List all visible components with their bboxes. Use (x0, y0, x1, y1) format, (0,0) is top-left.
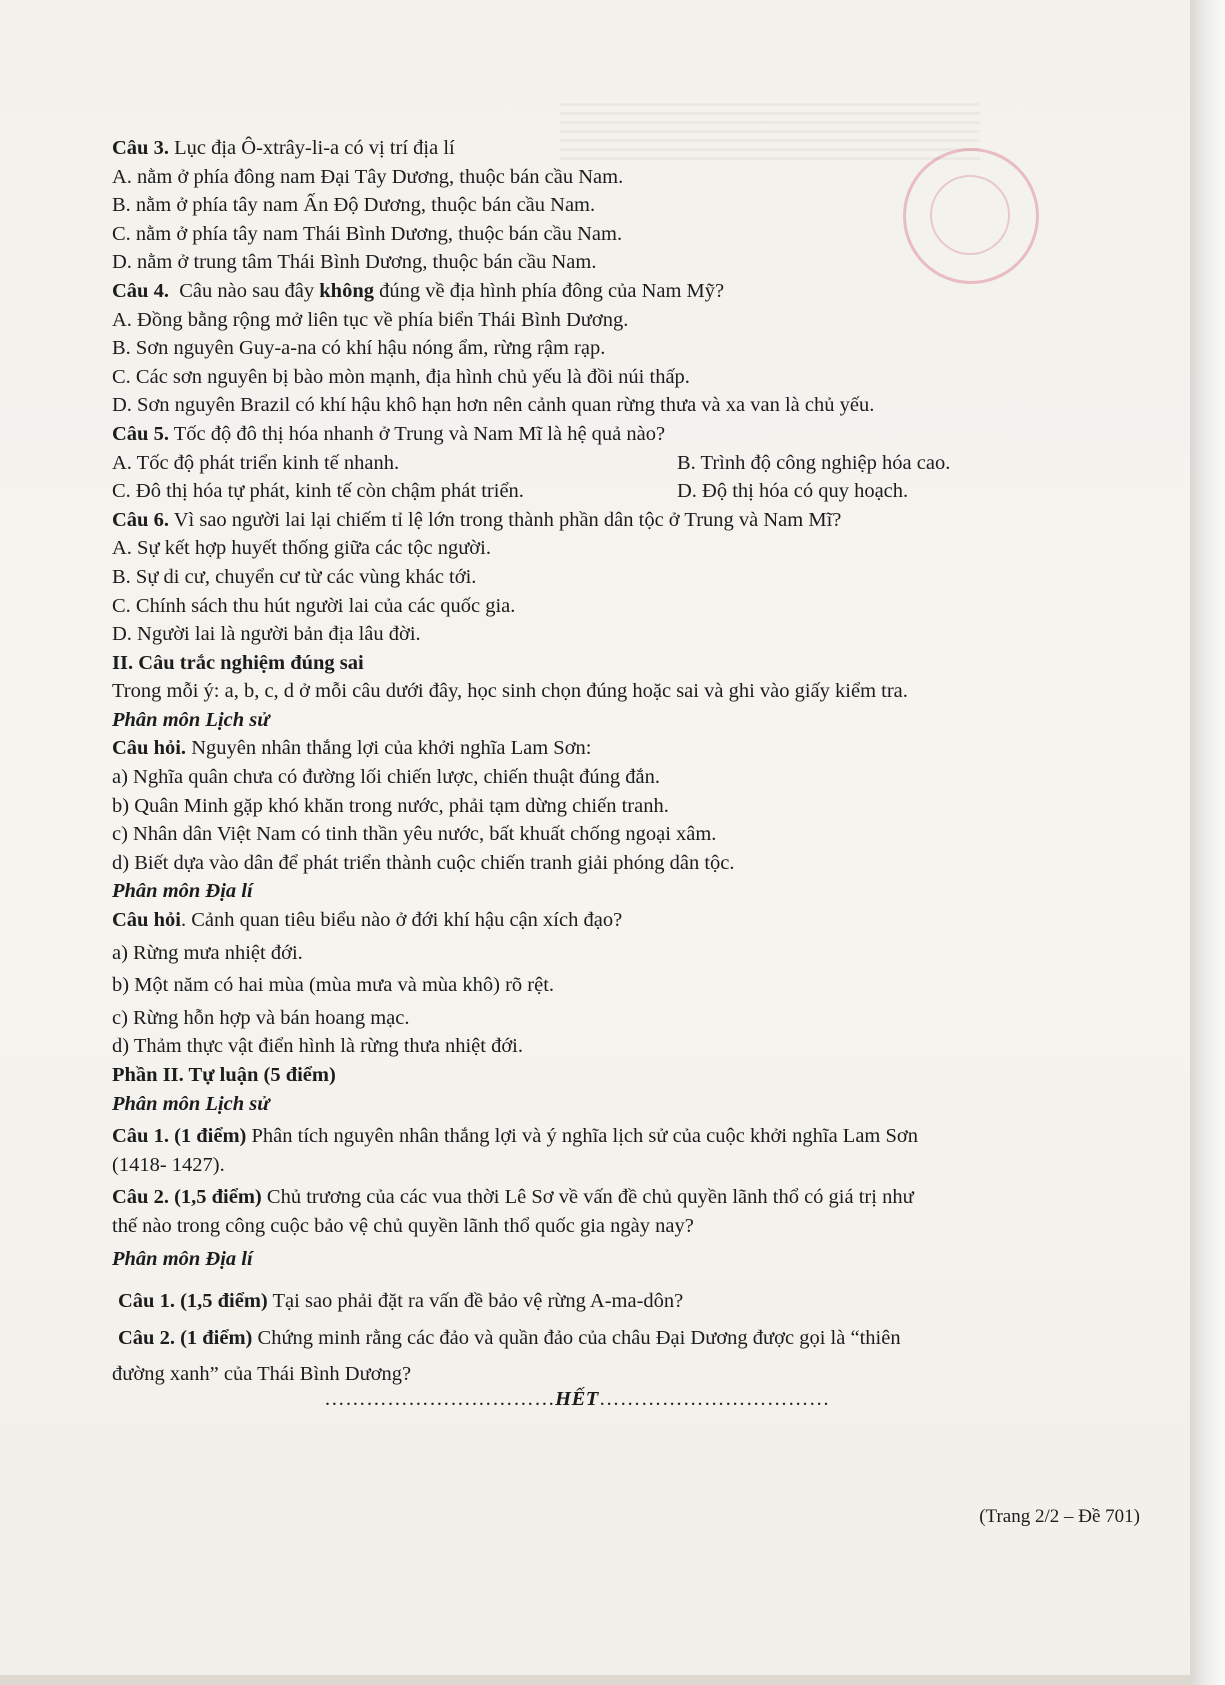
q3-option-a: A. nằm ở phía đông nam Đại Tây Dương, thuộc bán cầu Nam. (112, 165, 624, 188)
q4-option-c: C. Các sơn nguyên bị bào mòn mạnh, địa hình chủ yếu là đồi núi thấp. (112, 365, 690, 388)
essay-history-q2-cont: thế nào trong công cuộc bảo vệ chủ quyền lãnh thổ quốc gia ngày nay? (112, 1214, 694, 1237)
q4-option-d: D. Sơn nguyên Brazil có khí hậu khô hạn hơn nên cảnh quan rừng thưa và xa van là chủ yếu. (112, 394, 875, 417)
q5-option-d: D. Độ thị hóa có quy hoạch. (677, 480, 909, 503)
ts-geo-subject: Phân môn Địa lí (112, 880, 253, 903)
ts-history-subject: Phân môn Lịch sử (112, 708, 270, 731)
essay-history-subject: Phân môn Lịch sử (112, 1092, 270, 1115)
scan-bottom-edge (0, 1675, 1190, 1685)
essay-geo-q1: Câu 1. (1,5 điểm) Tại sao phải đặt ra vấn đề bảo vệ rừng A-ma-dôn? (118, 1290, 684, 1313)
ts-geo-b: b) Một năm có hai mùa (mùa mưa và mùa khô) rõ rệt. (112, 974, 555, 997)
page-footer: (Trang 2/2 – Đề 701) (979, 1506, 1140, 1527)
scanner-edge (1190, 0, 1225, 1685)
section-2-title: II. Câu trắc nghiệm đúng sai (112, 651, 364, 674)
q5-options-row-1 (112, 449, 1142, 478)
q3-stem: Câu 3. Lục địa Ô-xtrây-li-a có vị trí địa lí (112, 137, 455, 159)
ts-geo-a: a) Rừng mưa nhiệt đới. (112, 941, 303, 964)
q5-options-row-2 (112, 477, 1142, 506)
exam-content (112, 134, 1142, 1414)
q5-option-b: B. Trình độ công nghiệp hóa cao. (677, 451, 951, 474)
q3-option-d: D. nằm ở trung tâm Thái Bình Dương, thuộc bán cầu Nam. (112, 251, 597, 274)
ts-history-stem: Câu hỏi. Nguyên nhân thắng lợi của khởi nghĩa Lam Sơn: (112, 737, 592, 760)
ts-history-a: a) Nghĩa quân chưa có đường lối chiến lược, chiến thuật đúng đắn. (112, 766, 660, 789)
section-2-instruction: Trong mỗi ý: a, b, c, d ở mỗi câu dưới đây, học sinh chọn đúng hoặc sai và ghi vào giấy kiểm tra. (112, 680, 908, 703)
ts-history-b: b) Quân Minh gặp khó khăn trong nước, phải tạm dừng chiến tranh. (112, 794, 669, 817)
q5-option-a: A. Tốc độ phát triển kinh tế nhanh. (112, 451, 400, 474)
essay-history-q1-cont: (1418- 1427). (112, 1153, 225, 1176)
q6-option-b: B. Sự di cư, chuyển cư từ các vùng khác tới. (112, 565, 477, 588)
essay-geo-q2: Câu 2. (1 điểm) Chứng minh rằng các đảo và quần đảo của châu Đại Dương được gọi là “thiên (118, 1326, 901, 1349)
q5-stem: Câu 5. Tốc độ đô thị hóa nhanh ở Trung và Nam Mĩ là hệ quả nào? (112, 422, 666, 445)
q6-option-d: D. Người lai là người bản địa lâu đời. (112, 623, 421, 646)
end-marker: ……………………………HẾT…………………………… (324, 1387, 830, 1410)
q4-option-a: A. Đồng bằng rộng mở liên tục về phía biển Thái Bình Dương. (112, 308, 629, 331)
q4-option-b: B. Sơn nguyên Guy-a-na có khí hậu nóng ẩm, rừng rậm rạp. (112, 337, 606, 360)
essay-history-q1: Câu 1. (1 điểm) Phân tích nguyên nhân thắng lợi và ý nghĩa lịch sử của cuộc khởi nghĩa Lam Sơn (112, 1125, 918, 1148)
ts-geo-c: c) Rừng hỗn hợp và bán hoang mạc. (112, 1006, 410, 1029)
q3-option-c: C. nằm ở phía tây nam Thái Bình Dương, thuộc bán cầu Nam. (112, 222, 623, 245)
ts-geo-stem: Câu hỏi. Cảnh quan tiêu biểu nào ở đới khí hậu cận xích đạo? (112, 909, 623, 932)
q4-stem: Câu 4. Câu nào sau đây không đúng về địa hình phía đông của Nam Mỹ? (112, 279, 725, 302)
ts-geo-d: d) Thảm thực vật điển hình là rừng thưa nhiệt đới. (112, 1035, 524, 1058)
essay-geo-q2-cont: đường xanh” của Thái Bình Dương? (112, 1363, 412, 1386)
ts-history-c: c) Nhân dân Việt Nam có tinh thần yêu nước, bất khuất chống ngoại xâm. (112, 823, 717, 846)
part-2-title: Phần II. Tự luận (5 điểm) (112, 1064, 336, 1086)
essay-geo-subject: Phân môn Địa lí (112, 1247, 253, 1270)
q6-option-c: C. Chính sách thu hút người lai của các quốc gia. (112, 594, 516, 617)
q3-option-b: B. nằm ở phía tây nam Ấn Độ Dương, thuộc bán cầu Nam. (112, 194, 596, 217)
q6-stem: Câu 6. Vì sao người lai lại chiếm tỉ lệ lớn trong thành phần dân tộc ở Trung và Nam Mĩ? (112, 508, 842, 531)
q6-option-a: A. Sự kết hợp huyết thống giữa các tộc người. (112, 537, 491, 560)
q5-option-c: C. Đô thị hóa tự phát, kinh tế còn chậm phát triển. (112, 480, 524, 503)
ts-history-d: d) Biết dựa vào dân để phát triển thành cuộc chiến tranh giải phóng dân tộc. (112, 851, 735, 874)
essay-history-q2: Câu 2. (1,5 điểm) Chủ trương của các vua thời Lê Sơ về vấn đề chủ quyền lãnh thổ có giá trị như (112, 1186, 914, 1209)
